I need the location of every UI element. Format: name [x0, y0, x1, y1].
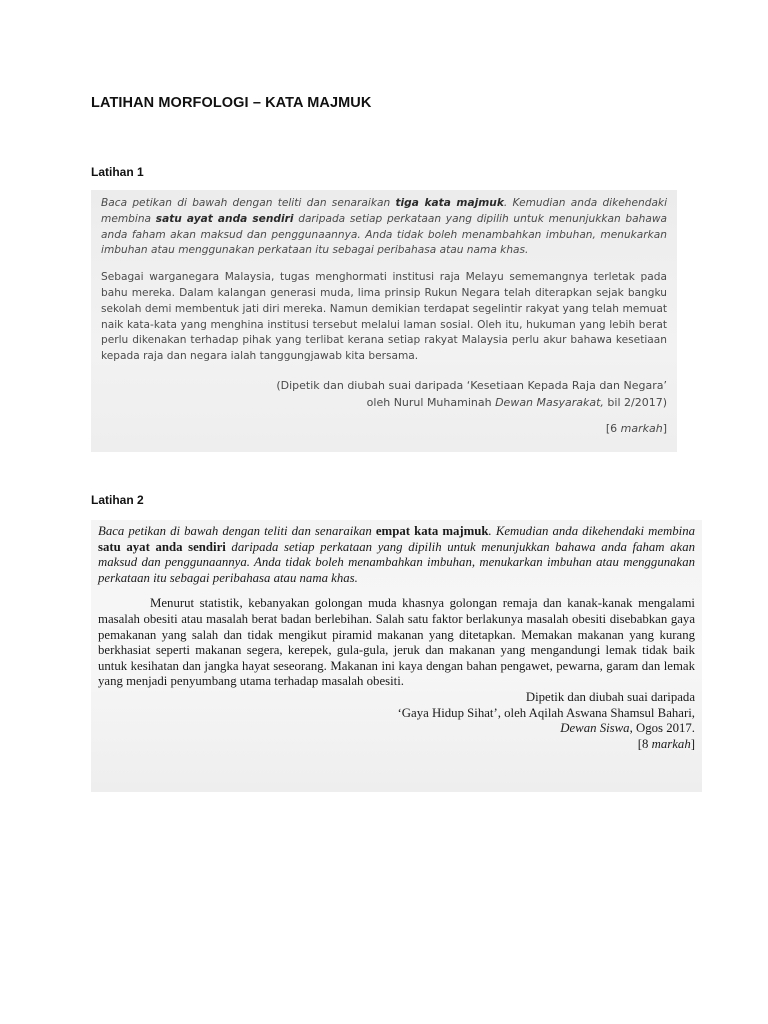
latihan-2-citation: Dipetik dan diubah suai daripada ‘Gaya Hidup Sihat’, oleh Aqilah Aswana Shamsul Bahari, Dewan Siswa, Ogos 2017. [8 markah] — [397, 689, 695, 751]
latihan-1-task: satu ayat anda sendiri — [155, 212, 294, 225]
latihan-1-citation: (Dipetik dan diubah suai daripada ‘Kesetiaan Kepada Raja dan Negara’ oleh Nurul Muhaminah Dewan Masyarakat, bil 2/2017) — [276, 378, 667, 409]
latihan-1-marks: [6 markah] — [605, 421, 667, 435]
latihan-2-label: Latihan 2 — [91, 493, 144, 507]
latihan-1-instructions: Baca petikan di bawah dengan teliti dan senaraikan tiga kata majmuk. Kemudian anda dikehendaki membina satu ayat anda sendiri daripada setiap perkataan yang dipilih untuk menunjukkan bahawa anda faham akan maksud dan penggunaannya. Anda tidak boleh menambahkan imbuhan, menukarkan imbuhan atau menggunakan perkataan itu sebagai peribahasa atau nama khas. — [101, 197, 668, 257]
latihan-2-instructions: Baca petikan di bawah dengan teliti dan senaraikan empat kata majmuk. Kemudian anda dikehendaki membina satu ayat anda sendiri daripada setiap perkataan yang dipilih untuk menunjukkan bahawa anda faham akan maksud dan penggunaannya. Anda tidak boleh menambahkan imbuhan, menukarkan imbuhan atau menggunakan perkataan itu sebagai peribahasa atau nama khas. — [98, 524, 696, 585]
latihan-2-marks: [8 markah] — [637, 736, 695, 751]
latihan-1-count: tiga kata majmuk — [395, 197, 504, 209]
latihan-1-label: Latihan 1 — [91, 165, 144, 179]
document-title: LATIHAN MORFOLOGI – KATA MAJMUK — [91, 95, 372, 111]
latihan-1-box — [91, 190, 677, 452]
latihan-2-passage: Menurut statistik, kebanyakan golongan muda khasnya golongan remaja dan kanak-kanak mengalami masalah obesiti atau masalah berat badan berlebihan. Salah satu faktor berlakunya masalah obesiti disebabkan gaya pemakanan yang salah dan tidak mengikut piramid makanan yang ditetapkan. Memakan makanan yang kurang berkhasiat seperti makanan segera, kerepek, gula-gula, jeruk dan makanan yang mengandungi lemak tidak baik untuk kesihatan dan jangka hayat seseorang. Makanan ini kaya dengan bahan pengawet, pewarna, garam dan lemak yang menjadi penyumbang utama terhadap masalah obesiti. — [98, 596, 695, 689]
latihan-2-task: satu ayat anda sendiri — [98, 539, 226, 554]
latihan-2-box — [91, 520, 702, 792]
latihan-2-count: empat kata majmuk — [375, 524, 489, 538]
latihan-1-passage: Sebagai warganegara Malaysia, tugas menghormati institusi raja Melayu sememangnya terletak pada bahu mereka. Dalam kalangan generasi muda, lima prinsip Rukun Negara telah diterapkan sejak bangku sekolah demi membentuk jati diri mereka. Namun demikian terdapat segelintir rakyat yang telah memuat naik kata-kata yang menghina institusi tersebut melalui laman sosial. Oleh itu, hukuman yang lebih berat perlu dikenakan terhadap pihak yang terlibat kerana setiap rakyat Malaysia perlu akur bahawa kesetiaan kepada raja dan negara ialah tanggungjawab kita bersama. — [101, 271, 667, 363]
